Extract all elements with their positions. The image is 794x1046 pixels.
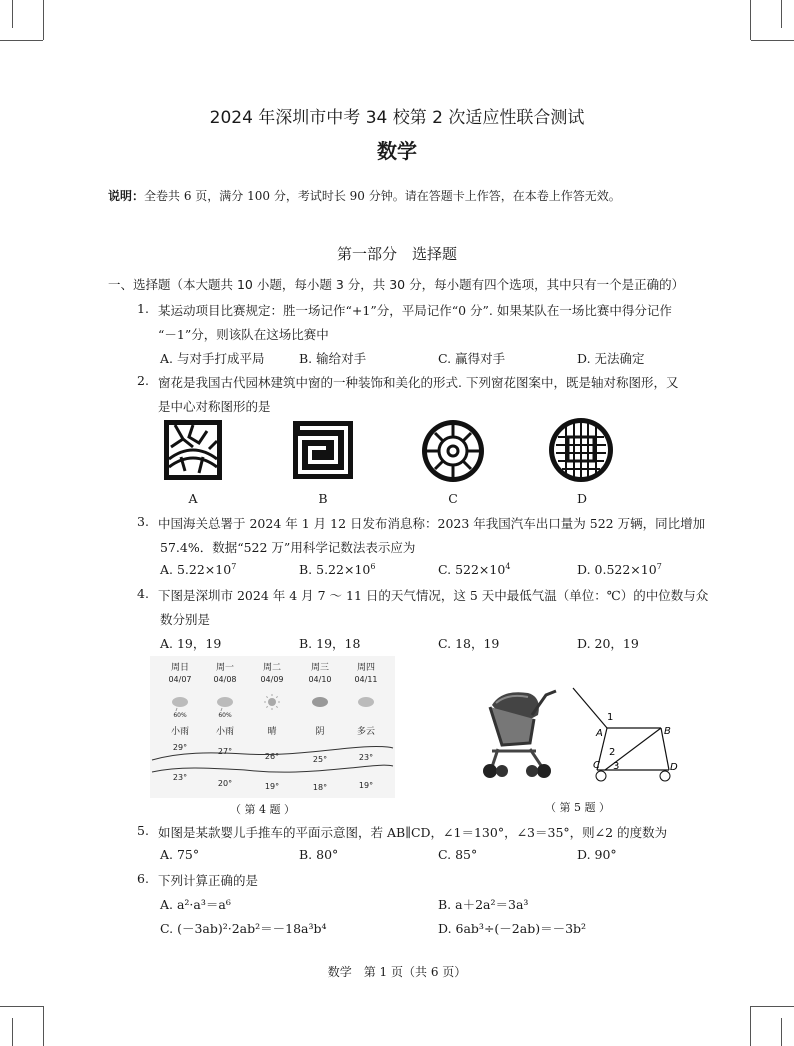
- weather-day: 周三: [310, 663, 330, 673]
- note-text: 全卷共 6 页，满分 100 分，考试时长 90 分钟。请在答题卡上作答，在本卷上作答无效。: [144, 189, 621, 203]
- figure-4-caption: （ 第 4 题 ）: [230, 803, 295, 816]
- weather-date: 04/11: [354, 675, 378, 684]
- option-label: B: [318, 491, 328, 506]
- option-exponent: 7: [231, 562, 237, 571]
- weather-condition: 多云: [356, 727, 376, 737]
- window-pattern-b: [292, 420, 354, 480]
- crop-mark: [12, 1018, 13, 1046]
- crop-mark: [43, 0, 44, 40]
- crop-mark: [751, 1006, 794, 1007]
- question-number: 4.: [137, 586, 149, 601]
- option-base: A. 5.22×10: [160, 562, 232, 578]
- q1-stem-line2: “－1”分，则该队在这场比赛中: [158, 327, 329, 342]
- low-temp-label: 18°: [312, 783, 328, 792]
- weather-day: 周四: [356, 663, 376, 673]
- stroller-photo: [472, 685, 560, 781]
- point-b-label: B: [664, 726, 671, 737]
- option-label: A: [188, 491, 198, 506]
- weather-condition: 小雨: [215, 727, 235, 737]
- q6-option-c: C. (－3ab)²·2ab²＝－18a³b⁴: [160, 921, 327, 936]
- q4-option-c: C. 18，19: [438, 636, 500, 651]
- weather-condition: 晴: [267, 727, 277, 737]
- angle-2-label: 2: [609, 747, 616, 758]
- option-exponent: 4: [505, 562, 511, 571]
- option-exponent: 7: [656, 562, 662, 571]
- low-temp-label: 23°: [172, 773, 188, 782]
- crop-mark: [781, 1018, 782, 1046]
- window-pattern-c: [420, 418, 486, 484]
- note-label: 说明：: [108, 189, 145, 203]
- weather-day: 周一: [215, 663, 235, 673]
- q1-option-a: A. 与对手打成平局: [160, 351, 265, 366]
- q1-option-c: C. 赢得对手: [438, 351, 506, 366]
- weather-date: 04/09: [260, 675, 284, 684]
- option-label: D: [576, 491, 588, 506]
- weather-day: 周日: [170, 663, 190, 673]
- crop-mark: [781, 0, 782, 28]
- figure-5-caption: （ 第 5 题 ）: [545, 801, 610, 814]
- q5-option-c: C. 85°: [438, 847, 478, 862]
- q4-stem-line1: 下图是深圳市 2024 年 4 月 7 ～ 11 日的天气情况，这 5 天中最低气温（单位：℃）的中位数与众: [158, 588, 709, 603]
- q4-option-d: D. 20，19: [577, 636, 639, 651]
- crop-mark: [750, 0, 751, 40]
- q3-stem-line1: 中国海关总署于 2024 年 1 月 12 日发布消息称：2023 年我国汽车出口量为 522 万辆，同比增加: [158, 516, 706, 531]
- q4-option-a: A. 19，19: [160, 636, 222, 651]
- precip-probability: 60%: [173, 712, 187, 719]
- weather-forecast-figure: [150, 656, 395, 798]
- q2-stem-line2: 是中心对称图形的是: [158, 399, 271, 414]
- point-d-label: D: [670, 762, 678, 773]
- q4-stem-line2: 数分别是: [160, 612, 211, 627]
- weather-date: 04/07: [168, 675, 192, 684]
- crop-mark: [0, 1006, 43, 1007]
- option-label: C: [448, 491, 458, 506]
- page-footer: 数学 第 1 页（共 6 页）: [327, 965, 467, 979]
- high-temp-label: 29°: [172, 743, 188, 752]
- q5-option-b: B. 80°: [299, 847, 339, 862]
- high-temp-label: 26°: [264, 752, 280, 761]
- q3-option-b: [299, 562, 375, 577]
- option-exponent: 6: [370, 562, 376, 571]
- weather-date: 04/08: [213, 675, 237, 684]
- low-temp-label: 19°: [358, 781, 374, 790]
- exam-note: [108, 187, 621, 204]
- point-c-label: C: [593, 760, 600, 771]
- crop-mark: [12, 0, 13, 28]
- q5-option-a: A. 75°: [160, 847, 200, 862]
- q3-option-c: [438, 562, 510, 577]
- q1-stem-line1: 某运动项目比赛规定：胜一场记作“+1”分，平局记作“0 分”. 如果某队在一场比赛中得分记作: [158, 303, 672, 318]
- window-pattern-a: [163, 419, 223, 481]
- q6-stem: 下列计算正确的是: [158, 873, 259, 888]
- crop-mark: [750, 1006, 751, 1046]
- q3-stem-line2: 57.4%．数据“522 万”用科学记数法表示应为: [160, 540, 416, 555]
- question-number: 3.: [137, 514, 149, 529]
- stroller-geometry-diagram: [565, 684, 685, 784]
- q3-option-a: [160, 562, 236, 577]
- weather-day: 周二: [262, 663, 282, 673]
- precip-probability: 60%: [218, 712, 232, 719]
- high-temp-label: 25°: [312, 755, 328, 764]
- question-number: 6.: [137, 871, 149, 886]
- q6-option-d: D. 6ab³÷(－2ab)＝－3b²: [438, 921, 587, 936]
- exam-title: 2024 年深圳市中考 34 校第 2 次适应性联合测试: [209, 108, 585, 128]
- q5-option-d: D. 90°: [577, 847, 617, 862]
- subject-title: 数学: [377, 139, 417, 163]
- crop-mark: [0, 40, 43, 41]
- q2-stem-line1: 窗花是我国古代园林建筑中窗的一种装饰和美化的形式. 下列窗花图案中，既是轴对称图形，又: [158, 375, 679, 390]
- weather-condition: 小雨: [170, 727, 190, 737]
- question-number: 2.: [137, 373, 149, 388]
- point-a-label: A: [596, 728, 603, 739]
- q3-option-d: [577, 562, 662, 577]
- crop-mark: [751, 40, 794, 41]
- part-heading: 第一部分 选择题: [336, 245, 457, 263]
- option-base: B. 5.22×10: [299, 562, 371, 578]
- weather-date: 04/10: [308, 675, 332, 684]
- angle-3-label: 3: [613, 761, 620, 772]
- question-number: 1.: [137, 301, 149, 316]
- high-temp-label: 23°: [358, 753, 374, 762]
- q5-stem: 如图是某款婴儿手推车的平面示意图，若 AB∥CD，∠1＝130°，∠3＝35°，则∠2 的度数为: [158, 825, 668, 840]
- q1-option-d: D. 无法确定: [577, 351, 645, 366]
- q4-option-b: B. 19，18: [299, 636, 361, 651]
- section-heading: 一、选择题（本大题共 10 小题，每小题 3 分，共 30 分，每小题有四个选项，其中只有一个是正确的）: [108, 277, 685, 292]
- high-temp-label: 27°: [217, 747, 233, 756]
- q6-option-a: A. a²·a³＝a⁶: [160, 897, 231, 912]
- low-temp-label: 19°: [264, 782, 280, 791]
- q1-option-b: B. 输给对手: [299, 351, 367, 366]
- option-base: C. 522×10: [438, 562, 506, 578]
- weather-condition: 阴: [315, 727, 325, 737]
- cloud-icon: [312, 697, 328, 707]
- low-temp-label: 20°: [217, 779, 233, 788]
- q6-option-b: B. a＋2a²＝3a³: [438, 897, 529, 912]
- question-number: 5.: [137, 823, 149, 838]
- angle-1-label: 1: [607, 712, 614, 723]
- partly-cloudy-icon: [358, 697, 374, 707]
- window-pattern-d: [548, 417, 614, 483]
- option-base: D. 0.522×10: [577, 562, 657, 578]
- crop-mark: [43, 1006, 44, 1046]
